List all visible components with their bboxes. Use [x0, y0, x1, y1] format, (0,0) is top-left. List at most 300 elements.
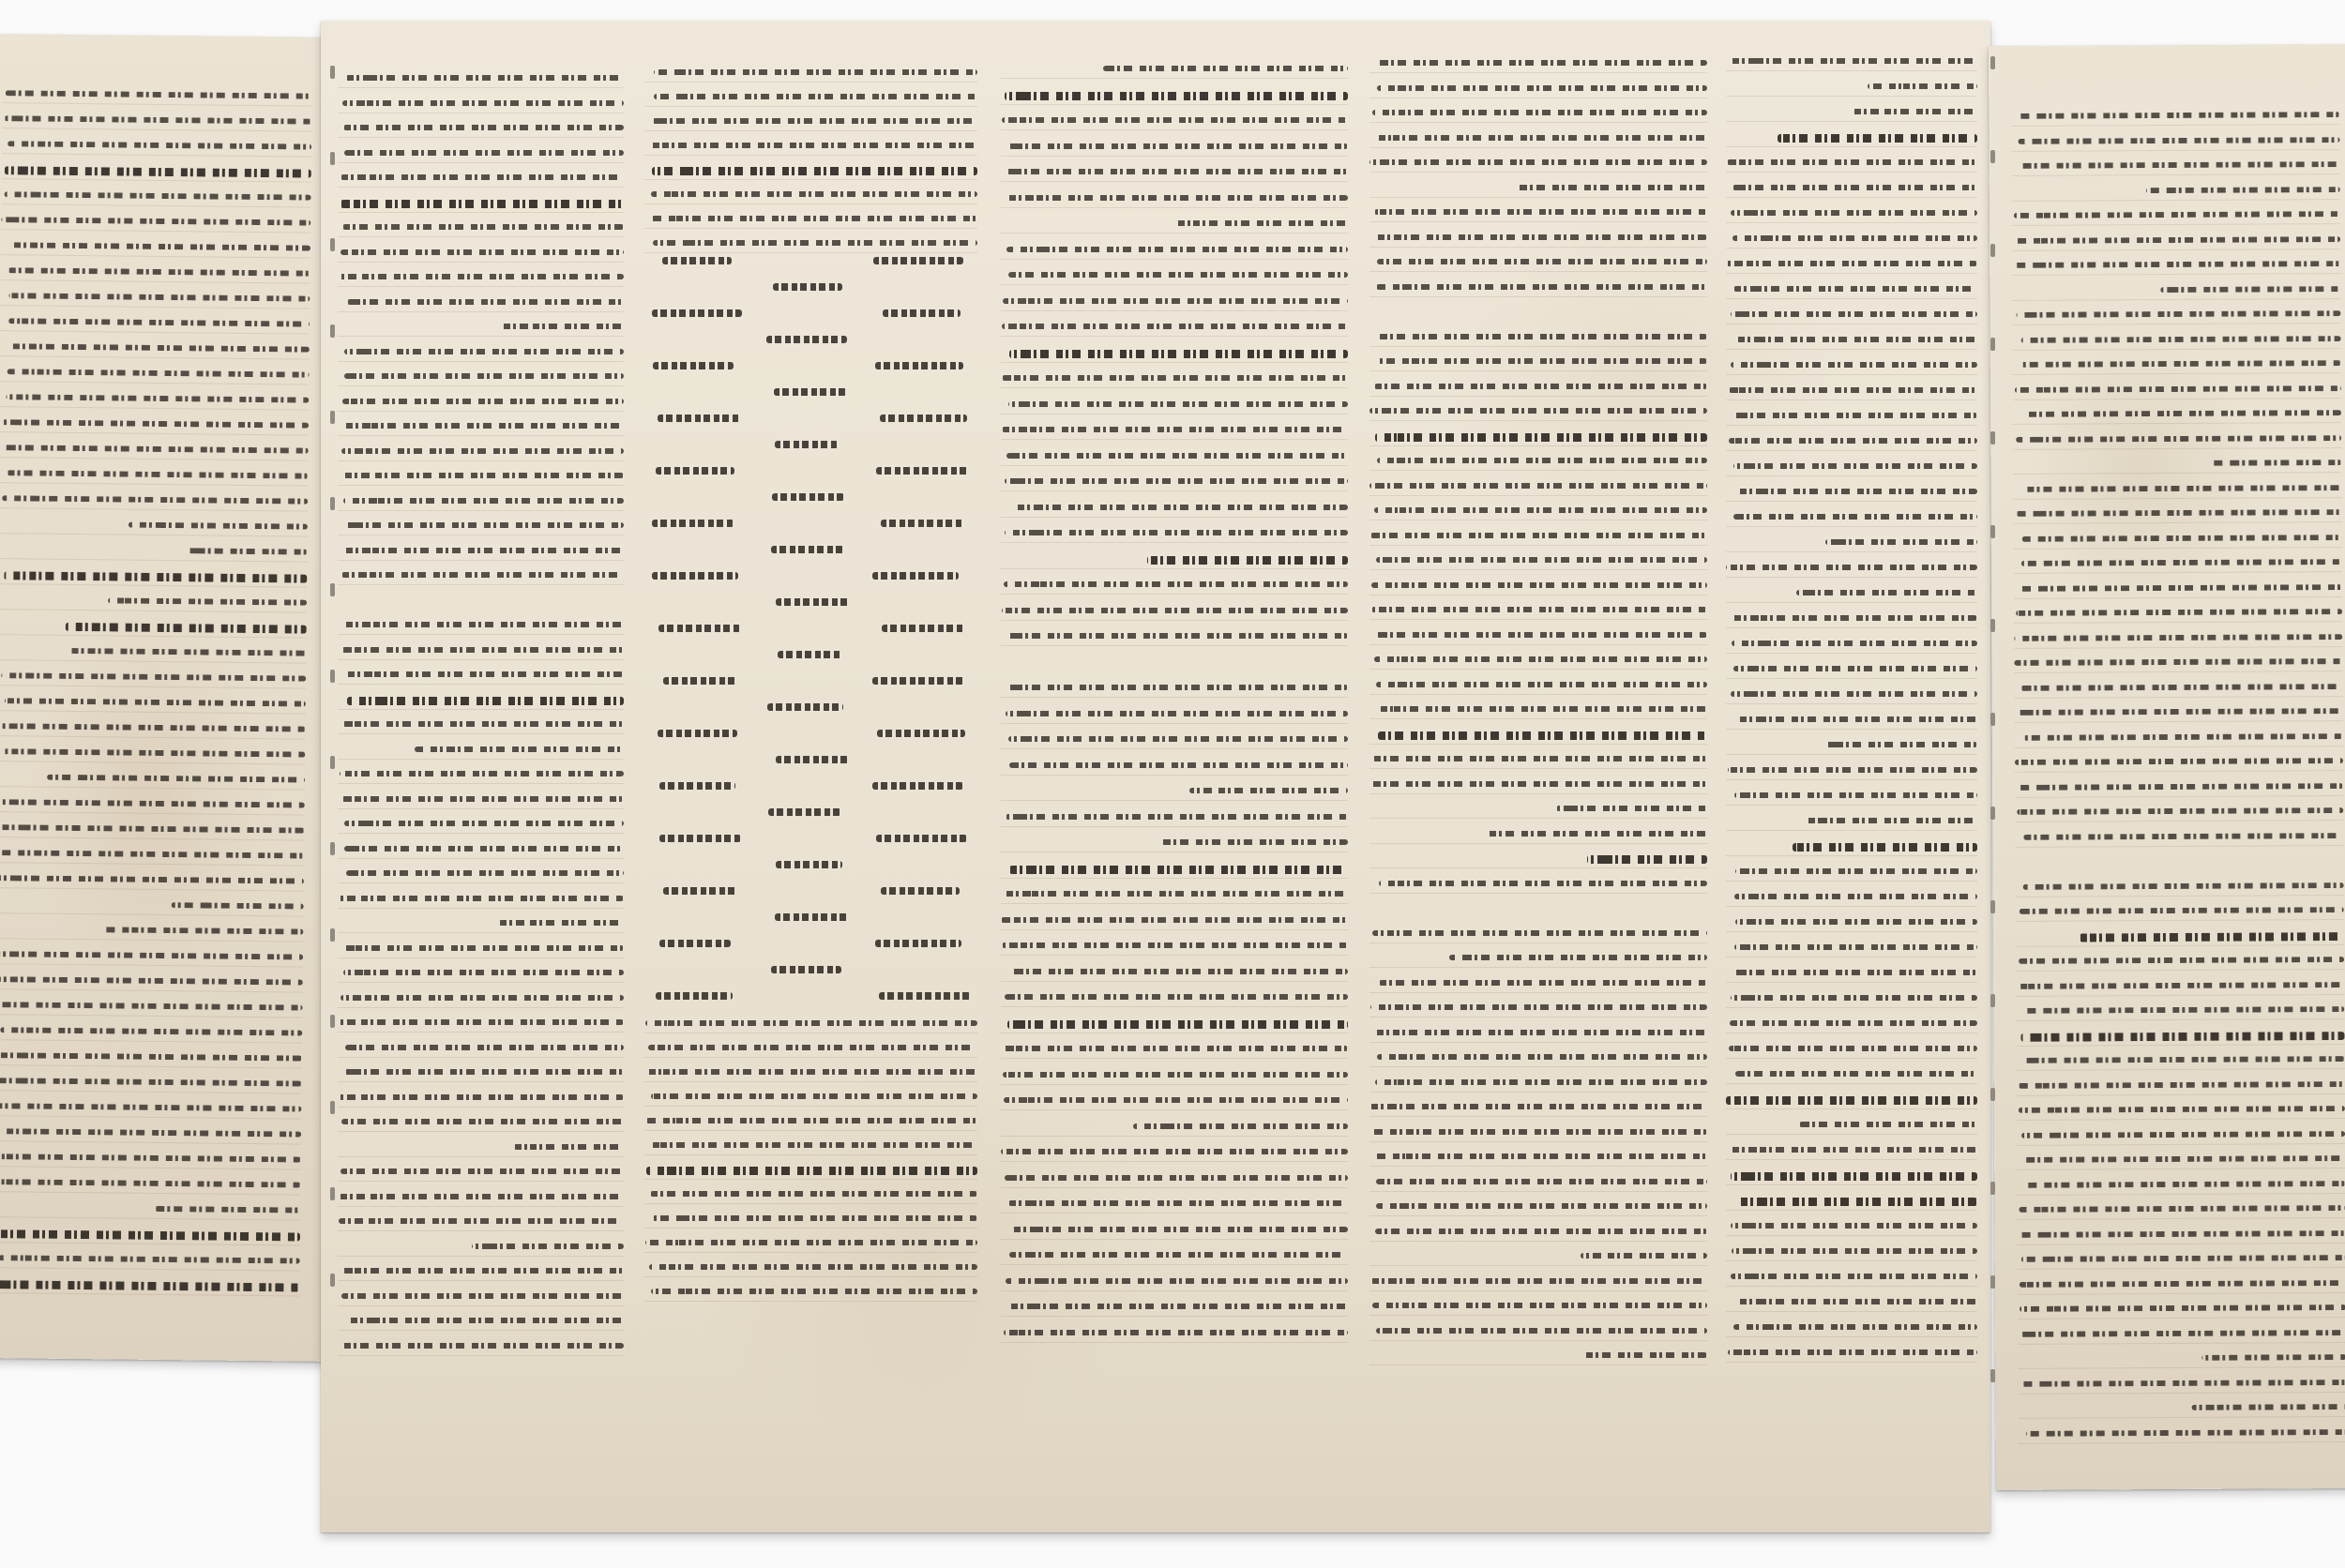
script-line — [1734, 944, 1977, 950]
script-line — [1371, 1129, 1707, 1135]
script-line — [1002, 195, 1348, 201]
script-line — [340, 1343, 624, 1349]
script-line — [1735, 1071, 1977, 1077]
script-line — [2018, 708, 2343, 716]
script-line — [2020, 1330, 2345, 1337]
script-line — [1371, 234, 1707, 240]
script-line — [128, 522, 307, 530]
script-line — [1173, 220, 1348, 226]
script-line — [1515, 185, 1707, 190]
script-line — [2191, 1404, 2345, 1410]
script-line — [342, 721, 624, 727]
script-line — [344, 150, 624, 156]
script-line — [8, 141, 311, 149]
script-line — [658, 415, 741, 422]
script-line — [7, 242, 310, 250]
script-line — [1375, 1229, 1707, 1234]
script-line — [1728, 615, 1977, 621]
script-line — [1727, 1147, 1977, 1153]
script-line — [775, 441, 839, 448]
script-line — [0, 1052, 302, 1061]
stitch — [1990, 900, 1995, 913]
script-line — [1806, 818, 1977, 823]
stitch — [1990, 1088, 1995, 1101]
stitch — [1990, 525, 1995, 538]
script-line — [2018, 783, 2343, 791]
script-line — [172, 902, 304, 909]
script-line — [2021, 336, 2341, 343]
text-column — [1001, 66, 1348, 1360]
script-line — [1733, 463, 1977, 469]
script-line — [1009, 350, 1348, 358]
stitch — [330, 928, 335, 942]
stitch — [330, 583, 335, 596]
script-line — [1729, 438, 1977, 444]
script-line — [347, 697, 624, 705]
script-line — [340, 771, 624, 776]
script-line — [2026, 1429, 2345, 1437]
script-line — [1726, 1096, 1977, 1105]
script-line — [1731, 1172, 1977, 1181]
script-line — [2014, 236, 2340, 244]
script-line — [1556, 806, 1707, 811]
script-line — [1735, 919, 1977, 925]
script-line — [662, 257, 731, 264]
script-line — [1010, 969, 1348, 974]
script-line — [343, 945, 624, 951]
script-line — [1731, 691, 1977, 697]
script-line — [2024, 1155, 2345, 1163]
script-line — [1378, 731, 1707, 740]
script-line — [47, 775, 305, 783]
script-line — [6, 343, 310, 352]
script-line — [1370, 1004, 1707, 1010]
script-line — [1372, 1303, 1707, 1308]
script-line — [652, 572, 739, 580]
script-line — [339, 473, 624, 478]
script-line — [1009, 866, 1348, 874]
script-line — [1734, 970, 1977, 975]
script-line — [8, 267, 310, 276]
script-line — [873, 257, 963, 264]
stitch — [1990, 431, 1995, 445]
script-line — [1730, 1020, 1977, 1026]
script-line — [876, 467, 969, 475]
script-line — [1376, 284, 1707, 290]
script-line — [66, 648, 306, 656]
script-line — [345, 75, 624, 81]
stitch — [330, 411, 335, 424]
script-line — [1147, 556, 1348, 565]
script-line — [2017, 310, 2341, 318]
script-line — [66, 623, 307, 634]
script-line — [1008, 1200, 1348, 1206]
script-line — [1372, 110, 1707, 115]
script-line — [1374, 135, 1707, 141]
script-line — [1001, 1149, 1348, 1154]
script-line — [1002, 608, 1348, 613]
script-line — [1005, 92, 1348, 100]
script-line — [773, 283, 842, 291]
script-line — [342, 548, 624, 553]
script-line — [1372, 756, 1707, 761]
script-line — [2015, 261, 2340, 268]
script-line — [1, 1027, 303, 1035]
script-line — [2022, 485, 2341, 492]
script-line — [2017, 807, 2343, 815]
script-line — [766, 336, 847, 343]
script-line — [881, 887, 960, 895]
script-line — [658, 625, 741, 632]
script-line — [341, 647, 624, 653]
script-line — [2020, 1304, 2345, 1312]
script-line — [881, 520, 963, 527]
script-line — [1377, 1054, 1707, 1060]
script-line — [1377, 60, 1707, 66]
script-line — [659, 835, 741, 842]
script-line — [2015, 658, 2343, 666]
script-line — [1376, 1328, 1707, 1334]
script-line — [339, 1218, 624, 1224]
script-line — [344, 349, 624, 354]
script-line — [8, 293, 310, 301]
script-line — [645, 1020, 977, 1026]
stitch — [1990, 244, 1995, 257]
script-line — [1003, 1046, 1348, 1051]
script-line — [1799, 1122, 1977, 1127]
script-line — [1374, 384, 1707, 389]
script-line — [1587, 855, 1707, 864]
script-line — [2021, 1131, 2345, 1138]
script-line — [2026, 1181, 2345, 1188]
script-line — [1733, 666, 1977, 671]
script-line — [340, 249, 624, 255]
script-line — [343, 498, 624, 504]
script-line — [1, 850, 305, 858]
script-line — [3, 748, 306, 757]
text-column — [0, 90, 312, 1312]
script-line — [2022, 882, 2343, 890]
stitch — [330, 238, 335, 251]
script-line — [339, 274, 624, 279]
script-line — [2023, 1006, 2344, 1014]
script-line — [2016, 609, 2342, 616]
parchment-sheet-center — [321, 21, 1990, 1532]
script-line — [341, 622, 624, 627]
script-line — [2020, 684, 2342, 691]
stitch — [1990, 150, 1995, 163]
script-line — [344, 1069, 624, 1075]
script-line — [8, 470, 309, 478]
script-line — [2019, 957, 2344, 964]
script-line — [1002, 427, 1348, 432]
script-line — [340, 1168, 624, 1174]
script-line — [1377, 458, 1707, 463]
script-line — [1825, 539, 1977, 545]
script-line — [776, 861, 843, 868]
script-line — [342, 224, 624, 230]
script-line — [1005, 994, 1348, 1000]
script-line — [1007, 633, 1348, 639]
stitch — [330, 66, 335, 79]
script-line — [658, 730, 737, 737]
stitch — [1990, 1369, 1995, 1382]
script-line — [2, 495, 308, 504]
script-line — [1733, 413, 1977, 418]
text-column — [1726, 58, 1977, 1371]
script-line — [2021, 410, 2341, 417]
script-line — [2016, 435, 2341, 443]
script-line — [8, 318, 310, 326]
stitch — [330, 1101, 335, 1114]
script-line — [1377, 85, 1707, 91]
script-line — [2015, 758, 2343, 765]
script-line — [1733, 286, 1977, 292]
script-line — [1004, 1097, 1348, 1103]
script-line — [1372, 1030, 1707, 1035]
script-line — [1008, 401, 1348, 407]
script-line — [1728, 767, 1977, 773]
script-line — [0, 951, 303, 959]
script-line — [1726, 261, 1977, 266]
script-line — [1103, 66, 1348, 71]
script-line — [776, 598, 850, 606]
script-line — [1005, 478, 1348, 484]
script-line — [652, 1215, 978, 1221]
script-line — [645, 1118, 977, 1123]
script-line — [2020, 584, 2342, 592]
script-line — [651, 1093, 977, 1099]
parchment-sheet-right — [1989, 44, 2345, 1490]
script-line — [2020, 1280, 2345, 1288]
script-line — [653, 240, 977, 246]
script-line — [875, 362, 963, 369]
script-line — [1733, 514, 1977, 520]
script-line — [1732, 641, 1977, 646]
script-line — [2019, 982, 2345, 989]
script-line — [1007, 143, 1348, 149]
script-line — [6, 90, 312, 98]
script-line — [1731, 1274, 1977, 1279]
script-line — [339, 1094, 624, 1100]
script-line — [1375, 1153, 1707, 1159]
stitch — [330, 497, 335, 510]
script-line — [1001, 917, 1348, 923]
script-line — [1376, 632, 1707, 638]
stitch — [330, 1274, 335, 1287]
script-line — [652, 167, 977, 175]
script-line — [775, 913, 849, 921]
stitch — [1990, 807, 1995, 820]
script-line — [1003, 298, 1348, 304]
stitch — [1990, 619, 1995, 632]
text-column — [338, 75, 624, 1369]
script-line — [108, 597, 307, 605]
script-line — [2019, 1106, 2345, 1113]
script-line — [2014, 385, 2340, 393]
script-line — [771, 966, 841, 973]
script-line — [1002, 942, 1348, 948]
script-line — [0, 1153, 301, 1162]
script-line — [102, 927, 303, 934]
script-line — [343, 423, 624, 429]
script-line — [1735, 868, 1977, 874]
script-line — [776, 756, 849, 763]
script-line — [513, 1144, 624, 1150]
script-line — [2, 217, 311, 225]
script-line — [1733, 1324, 1977, 1330]
script-line — [5, 166, 311, 177]
script-line — [1734, 792, 1977, 798]
script-line — [1006, 1278, 1348, 1284]
script-line — [654, 69, 977, 75]
script-line — [1369, 408, 1707, 414]
script-line — [1002, 117, 1348, 123]
script-line — [652, 309, 742, 317]
script-line — [346, 1318, 624, 1323]
script-line — [2018, 137, 2339, 144]
script-line — [1004, 1330, 1348, 1335]
script-line — [663, 887, 737, 895]
script-line — [1581, 1253, 1707, 1259]
script-line — [1378, 358, 1707, 364]
script-line — [1369, 1104, 1707, 1109]
script-line — [341, 1293, 624, 1299]
script-line — [1006, 1227, 1348, 1232]
script-line — [648, 1045, 977, 1050]
stitch — [1990, 338, 1995, 351]
script-line — [1371, 607, 1707, 612]
script-line — [646, 1167, 977, 1175]
text-column — [644, 69, 977, 1317]
script-line — [1796, 590, 1977, 596]
script-line — [1726, 565, 1977, 570]
script-line — [1004, 891, 1348, 897]
script-line — [1778, 134, 1977, 143]
script-line — [1006, 814, 1348, 820]
script-line — [882, 625, 966, 632]
stitch — [330, 756, 335, 769]
script-line — [1010, 505, 1348, 510]
script-line — [767, 703, 843, 711]
script-line — [1868, 83, 1977, 89]
script-line — [1730, 58, 1977, 64]
script-line — [0, 799, 305, 807]
script-line — [1006, 169, 1348, 174]
script-line — [1793, 843, 1977, 852]
script-line — [651, 1142, 977, 1148]
script-line — [2018, 112, 2339, 119]
script-line — [0, 1280, 299, 1291]
script-line — [2020, 1230, 2345, 1238]
stitch — [1990, 1275, 1995, 1289]
script-line — [1379, 881, 1707, 886]
script-line — [1376, 682, 1707, 687]
script-line — [1008, 272, 1348, 278]
script-line — [875, 940, 961, 947]
script-line — [771, 546, 844, 553]
script-line — [1005, 530, 1348, 535]
script-line — [347, 299, 624, 305]
script-line — [343, 125, 624, 130]
script-line — [1009, 762, 1348, 768]
script-line — [342, 399, 624, 404]
script-line — [1732, 489, 1977, 494]
script-line — [0, 1128, 301, 1137]
stitch — [1990, 56, 1995, 69]
script-line — [1731, 995, 1977, 1001]
script-line — [1375, 1079, 1707, 1085]
script-line — [1007, 685, 1348, 690]
script-line — [1374, 209, 1707, 215]
script-line — [1189, 788, 1348, 793]
script-line — [644, 1069, 977, 1075]
script-line — [472, 1244, 624, 1249]
script-line — [872, 782, 963, 790]
script-line — [4, 571, 307, 582]
script-line — [1003, 1072, 1348, 1078]
script-line — [1372, 930, 1707, 936]
script-line — [1376, 1203, 1707, 1209]
script-line — [0, 976, 303, 985]
script-line — [342, 1268, 624, 1274]
script-line — [341, 796, 624, 802]
script-line — [0, 1103, 301, 1111]
script-line — [341, 448, 624, 454]
script-line — [1731, 311, 1977, 317]
script-line — [1371, 582, 1707, 588]
script-line — [1007, 1020, 1348, 1029]
script-line — [650, 1191, 977, 1197]
script-line — [2211, 460, 2341, 466]
script-line — [2201, 1354, 2345, 1361]
stitch — [1990, 994, 1995, 1007]
script-line — [1733, 337, 1977, 342]
script-line — [774, 388, 847, 396]
script-line — [872, 572, 959, 580]
script-line — [0, 1255, 300, 1263]
script-line — [1734, 1299, 1977, 1304]
script-line — [344, 522, 624, 528]
stitch — [330, 324, 335, 338]
script-line — [2021, 1255, 2345, 1262]
script-line — [663, 677, 737, 685]
script-line — [187, 548, 307, 554]
script-line — [341, 1119, 624, 1124]
script-line — [2017, 509, 2342, 517]
stitch — [330, 1187, 335, 1200]
script-line — [340, 200, 624, 208]
script-line — [1734, 894, 1977, 899]
script-line — [342, 671, 624, 677]
script-line — [1729, 387, 1977, 393]
script-line — [1, 723, 306, 731]
script-line — [2023, 733, 2342, 741]
script-line — [652, 520, 734, 527]
script-line — [0, 1179, 301, 1187]
stitch — [330, 152, 335, 165]
script-line — [883, 309, 960, 317]
script-line — [2014, 634, 2342, 641]
script-line — [2021, 1380, 2345, 1387]
script-line — [1732, 235, 1977, 241]
script-line — [2020, 161, 2340, 169]
script-line — [1371, 781, 1707, 787]
script-line — [1377, 259, 1707, 264]
script-line — [498, 920, 624, 926]
script-line — [4, 191, 310, 200]
script-line — [649, 1264, 977, 1270]
